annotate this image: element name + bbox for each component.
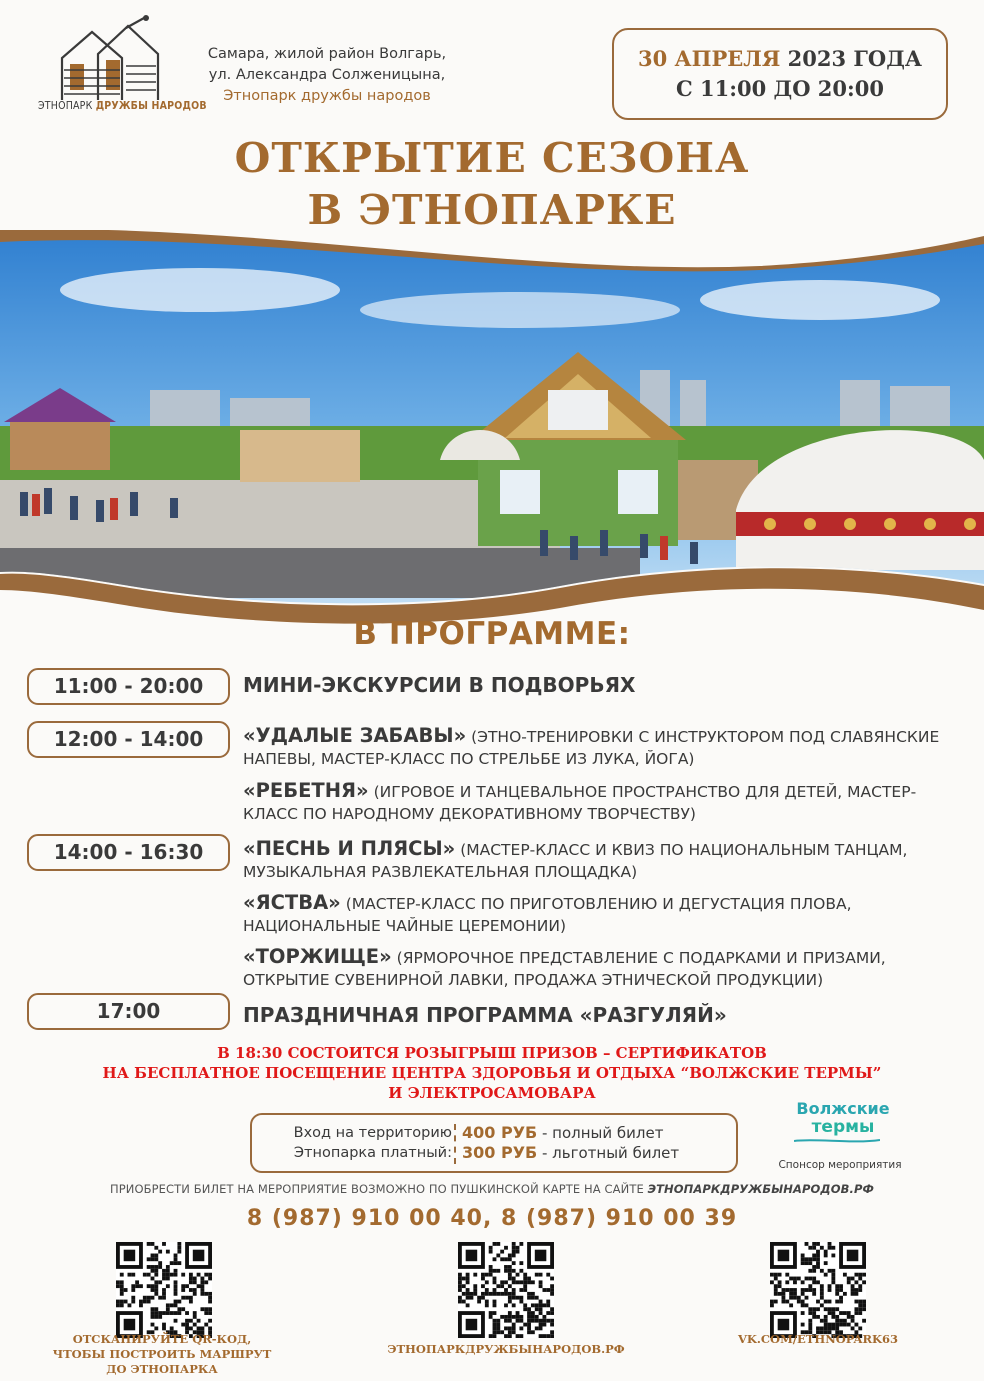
sponsor-logo: Волжские термы [796, 1099, 890, 1137]
event-address: Самара, жилой район Волгарь, ул. Александра Солженицына, Этнопарк дружбы народов [207, 46, 447, 104]
program-item: «ТОРЖИЩЕ» (ЯРМОРОЧНОЕ ПРЕДСТАВЛЕНИЕ С ПОДАРКАМИ И ПРИЗАМИ, ОТКРЫТИЕ СУВЕНИРНОЙ ЛАВКИ, ПРОДАЖА ЭТНИЧЕСКОЙ ПРОДУКЦИИ) [243, 945, 886, 989]
program-item: «УДАЛЫЕ ЗАБАВЫ» (ЭТНО-ТРЕНИРОВКИ С ИНСТРУКТОРОМ ПОД СЛАВЯНСКИЕ НАПЕВЫ, МАСТЕР-КЛАСС ПО СТРЕЛЬБЕ ИЗ ЛУКА, ЙОГА) [243, 724, 940, 768]
prize-announcement: В 18:30 СОСТОИТСЯ РОЗЫГРЫШ ПРИЗОВ – СЕРТИФИКАТОВ НА БЕСПЛАТНОЕ ПОСЕЩЕНИЕ ЦЕНТРА ЗДОРОВЬЯ И ОТДЫХА “ВОЛЖСКИЕ ТЕРМЫ” И ЭЛЕКТРОСАМОВАРА [102, 1044, 882, 1102]
contact-phones: 8 (987) 910 00 40, 8 (987) 910 00 39 [246, 1206, 738, 1231]
price-divider [454, 1124, 456, 1164]
event-date-box: 30 АПРЕЛЯ 2023 ГОДА С 11:00 ДО 20:00 [612, 28, 948, 120]
program-item: «РЕБЕТНЯ» (ИГРОВОЕ И ТАНЦЕВАЛЬНОЕ ПРОСТРАНСТВО ДЛЯ ДЕТЕЙ, МАСТЕР-КЛАСС ПО НАРОДНОМУ ДЕКОРАТИВНОМУ ТВОРЧЕСТВУ) [243, 779, 917, 823]
logo-caption: ЭТНОПАРК ДРУЖБЫ НАРОДОВ [38, 100, 207, 112]
time-slot: 12:00 - 14:00 [27, 721, 230, 758]
qr-caption-website: ЭТНОПАРКДРУЖБЫНАРОДОВ.РФ [387, 1342, 625, 1356]
program-item: МИНИ-ЭКСКУРСИИ В ПОДВОРЬЯХ [243, 673, 636, 697]
time-slot: 14:00 - 16:30 [27, 834, 230, 871]
ticket-prices: 400 РУБ - полный билет 300 РУБ - льготный билет [462, 1123, 680, 1162]
qr-code-website-icon[interactable] [458, 1242, 554, 1338]
program-item: «ПЕСНЬ И ПЛЯСЫ» (МАСТЕР-КЛАСС И КВИЗ ПО НАЦИОНАЛЬНЫМ ТАНЦАМ, МУЗЫКАЛЬНАЯ РАЗВЛЕКАТЕЛЬНАЯ ПЛОЩАДКА) [243, 837, 908, 881]
qr-caption-vk: VK.COM/ETHNOPARK63 [737, 1332, 899, 1346]
entry-note: Вход на территорию Этнопарка платный: [293, 1125, 452, 1161]
qr-code-vk-icon[interactable] [770, 1242, 866, 1338]
program-heading: В ПРОГРАММЕ: [353, 616, 631, 652]
pushkin-card-note: ПРИОБРЕСТИ БИЛЕТ НА МЕРОПРИЯТИЕ ВОЗМОЖНО ПО ПУШКИНСКОЙ КАРТЕ НА САЙТЕ ЭТНОПАРКДРУЖБЫНАРОДОВ.РФ [109, 1182, 875, 1196]
program-item: ПРАЗДНИЧНАЯ ПРОГРАММА «РАЗГУЛЯЙ» [243, 1003, 727, 1027]
event-title: ОТКРЫТИЕ СЕЗОНА В ЭТНОПАРКЕ [234, 134, 750, 234]
qr-code-route-icon[interactable] [116, 1242, 212, 1338]
ethnopark-photo [0, 230, 984, 630]
sponsor-wave-icon [794, 1138, 880, 1143]
program-item: «ЯСТВА» (МАСТЕР-КЛАСС ПО ПРИГОТОВЛЕНИЮ И ДЕГУСТАЦИЯ ПЛОВА, НАЦИОНАЛЬНЫЕ ЧАЙНЫЕ ЦЕРЕМОНИИ) [243, 891, 852, 935]
qr-caption-route: ОТСКАНИРУЙТЕ QR-КОД, ЧТОБЫ ПОСТРОИТЬ МАРШРУТ ДО ЭТНОПАРКА [52, 1332, 272, 1376]
sponsor-caption: Спонсор мероприятия [778, 1159, 902, 1171]
time-slot: 11:00 - 20:00 [27, 668, 230, 705]
time-slot: 17:00 [27, 993, 230, 1030]
